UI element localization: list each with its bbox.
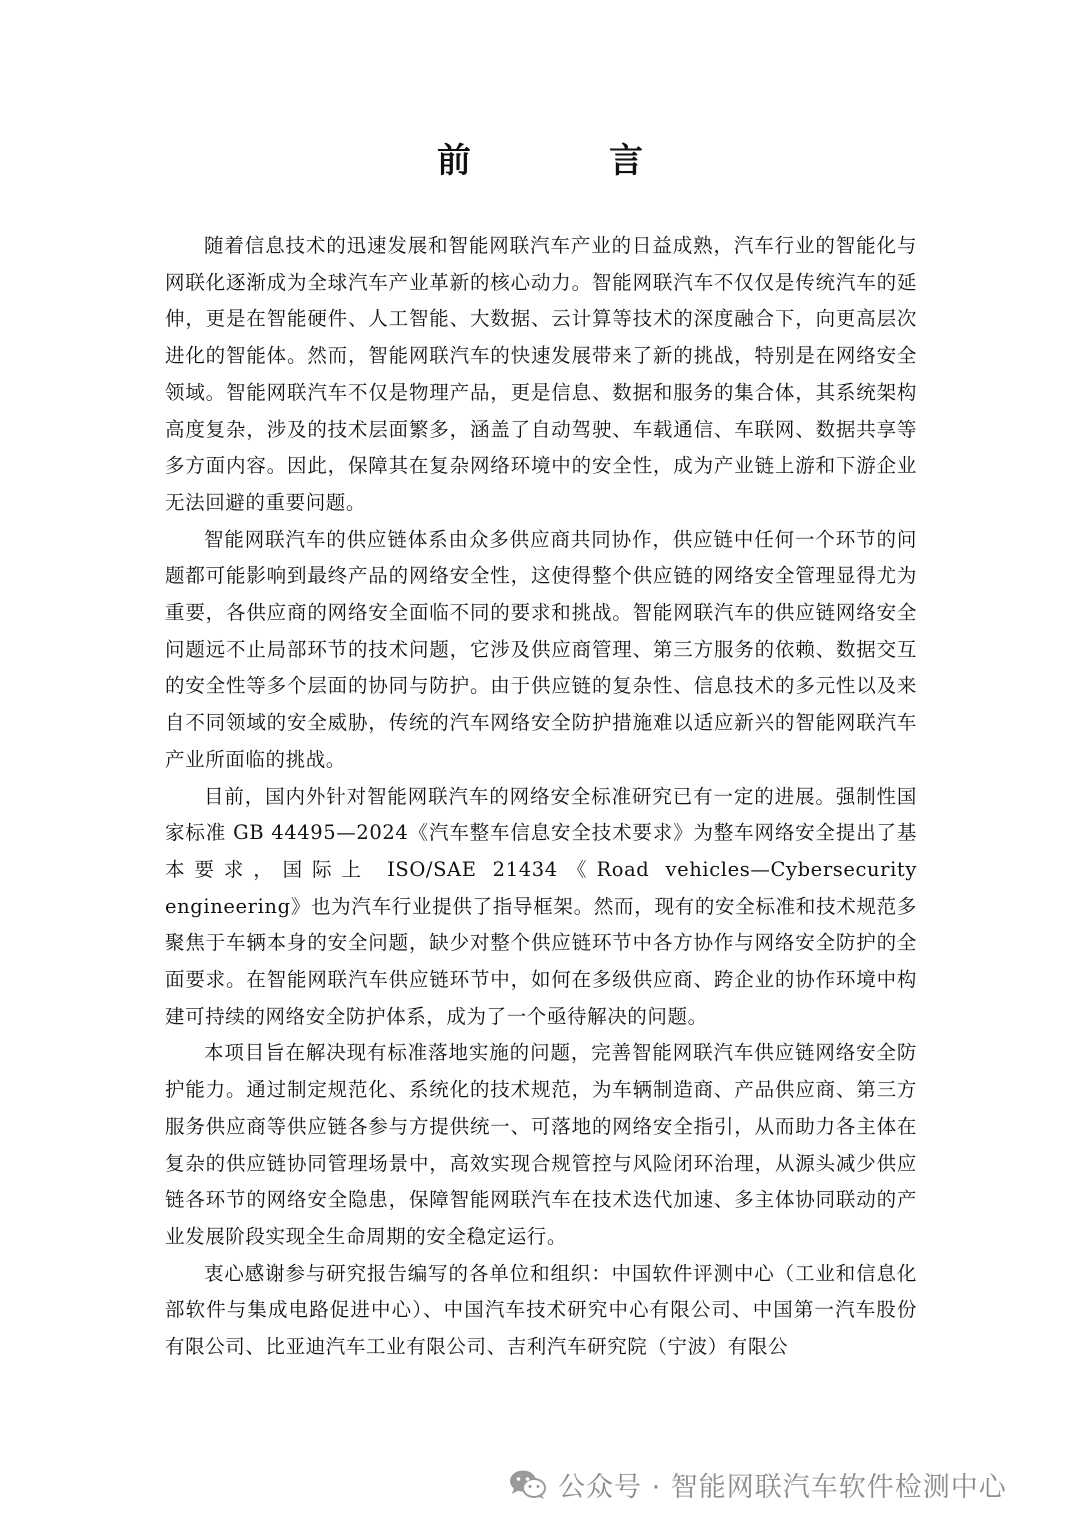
paragraph-2: 智能网联汽车的供应链体系由众多供应商共同协作，供应链中任何一个环节的问题都可能影响到最终产品的网络安全性，这使得整个供应链的网络安全管理显得尤为重要，各供应商的网络安全面临不同的要求和挑战。智能网联汽车的供应链网络安全问题远不止局部环节的技术问题，它涉及供应商管理、第三方服务的依赖、数据交互的安全性等多个层面的协同与防护。由于供应链的复杂性、信息技术的多元性以及来自不同领域的安全威胁，传统的汽车网络安全防护措施难以适应新兴的智能网联汽车产业所面临的挑战。: [165, 527, 917, 771]
page-title: 前 言: [437, 141, 695, 181]
paragraph-3: 目前，国内外针对智能网联汽车的网络安全标准研究已有一定的进展。强制性国家标准 GB 44495—2024《汽车整车信息安全技术要求》为整车网络安全提出了基本要求，国际上 ISO/SAE 21434《Road vehicles—Cybersecurity engineering》也为汽车行业提供了指导框架。然而，现有的安全标准和技术规范多聚焦于车辆本身的安全问题，缺少对整个供应链环节中各方协作与网络安全防护的全面要求。在智能网联汽车供应链环节中，如何在多级供应商、跨企业的协作环境中构建可持续的网络安全防护体系，成为了一个亟待解决的问题。: [165, 784, 917, 1028]
paragraph-5: 衷心感谢参与研究报告编写的各单位和组织：中国软件评测中心（工业和信息化部软件与集成电路促进中心）、中国汽车技术研究中心有限公司、中国第一汽车股份有限公司、比亚迪汽车工业有限公司、吉利汽车研究院（宁波）有限公: [165, 1261, 917, 1359]
paragraph-4: 本项目旨在解决现有标准落地实施的问题，完善智能网联汽车供应链网络安全防护能力。通过制定规范化、系统化的技术规范，为车辆制造商、产品供应商、第三方服务供应商等供应链各参与方提供统一、可落地的网络安全指引，从而助力各主体在复杂的供应链协同管理场景中，高效实现合规管控与风险闭环治理，从源头减少供应链各环节的网络安全隐患，保障智能网联汽车在技术迭代加速、多主体协同联动的产业发展阶段实现全生命周期的安全稳定运行。: [165, 1041, 917, 1248]
watermark: [508, 1462, 1007, 1506]
wechat-icon: [508, 1467, 548, 1501]
watermark-text: 公众号 · 智能网联汽车软件检测中心: [558, 1471, 1007, 1503]
body-text: [165, 228, 917, 1366]
paragraph-1: 随着信息技术的迅速发展和智能网联汽车产业的日益成熟，汽车行业的智能化与网联化逐渐成为全球汽车产业革新的核心动力。智能网联汽车不仅仅是传统汽车的延伸，更是在智能硬件、人工智能、大数据、云计算等技术的深度融合下，向更高层次进化的智能体。然而，智能网联汽车的快速发展带来了新的挑战，特别是在网络安全领域。智能网联汽车不仅是物理产品，更是信息、数据和服务的集合体，其系统架构高度复杂，涉及的技术层面繁多，涵盖了自动驾驶、车载通信、车联网、数据共享等多方面内容。因此，保障其在复杂网络环境中的安全性，成为产业链上游和下游企业无法回避的重要问题。: [165, 234, 917, 514]
